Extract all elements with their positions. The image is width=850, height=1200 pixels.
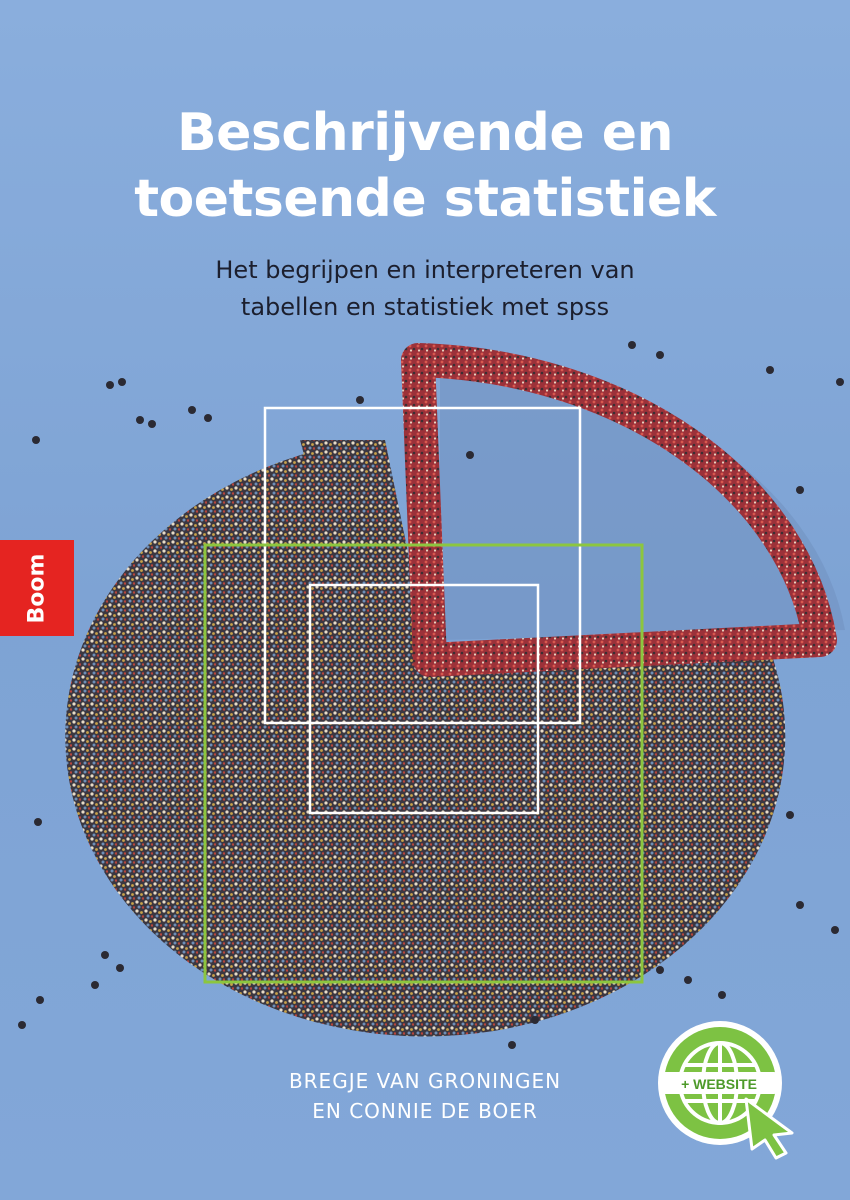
website-badge-label: + WEBSITE: [681, 1076, 757, 1092]
title-line-2: toetsende statistiek: [134, 169, 716, 229]
subtitle-line-2: tabellen en statistiek met spss: [240, 293, 610, 321]
crowd-pie-chart-illustration: [0, 330, 850, 1050]
author-line-2: EN CONNIE DE BOER: [312, 1099, 538, 1123]
website-badge[interactable]: [650, 1015, 800, 1160]
publisher-logo: [0, 540, 74, 636]
book-authors: [210, 1066, 640, 1126]
publisher-name: Boom: [24, 553, 50, 623]
subtitle-line-1: Het begrijpen en interpreteren van: [215, 256, 635, 284]
title-line-1: Beschrijvende en: [176, 103, 674, 163]
book-subtitle: [0, 252, 850, 326]
author-line-1: BREGJE VAN GRONINGEN: [288, 1069, 562, 1093]
book-title: [0, 100, 850, 232]
